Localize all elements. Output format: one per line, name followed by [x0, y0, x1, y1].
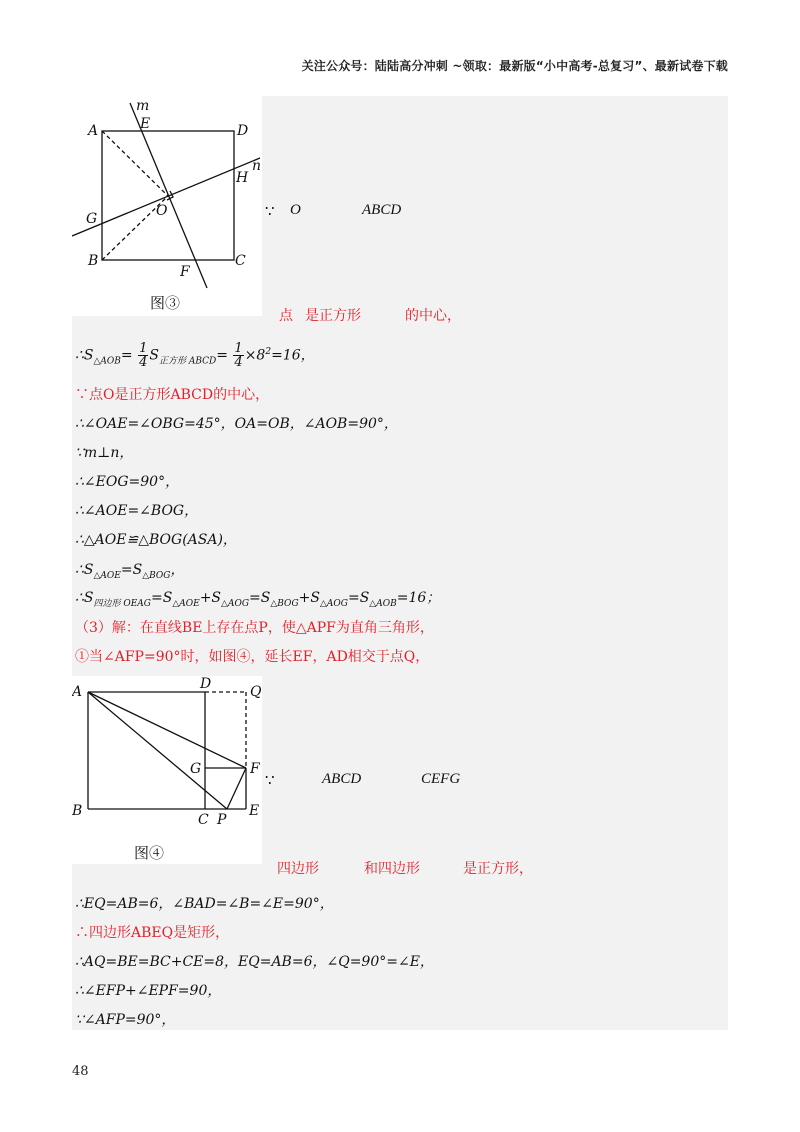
- figure-3: [72, 96, 262, 316]
- solution-line-12: ∴EQ=AB=6，∠BAD=∠B=∠E=90°，: [75, 896, 334, 912]
- solution-line-2: ∵点O是正方形ABCD的中心，: [75, 387, 270, 403]
- fragment-zhongxin: 的中心，: [405, 308, 461, 324]
- figure-3-caption: 图③: [150, 294, 181, 312]
- label-B4: B: [72, 803, 83, 819]
- solution-line-13: ∴四边形ABEQ是矩形，: [75, 925, 230, 941]
- label-P4: P: [217, 812, 227, 828]
- label-G4: G: [190, 761, 202, 777]
- label-B: B: [88, 253, 99, 269]
- label-F4: F: [250, 761, 260, 777]
- fragment-sibianxing-2: 和四边形: [364, 861, 420, 877]
- fragment-abcd-1: ABCD: [362, 202, 402, 218]
- label-A4: A: [72, 684, 83, 700]
- label-H: H: [236, 170, 249, 186]
- solution-line-15: ∴∠EFP+∠EPF=90，: [75, 983, 222, 999]
- solution-line-9: $\therefore S_{四边形 OEAG}=S_{\triangle AOE}+S_{\triangle AOG}=S_{\triangle BOG}+S_{\triangle AOG}=S_{\triangle AOB}=16$；: [75, 590, 441, 609]
- label-E: E: [140, 116, 151, 132]
- label-D: D: [237, 123, 249, 139]
- figure-4-caption: 图④: [134, 844, 165, 862]
- label-E4: E: [249, 803, 260, 819]
- page-number: 48: [72, 1064, 89, 1079]
- label-C4: C: [198, 812, 209, 828]
- solution-line-1: $\therefore S_{\triangle AOB}=$ $\frac{1}{4}$ $S_{正方形 ABCD}=$ $\frac{1}{4}$ $\times 8^2=16$，: [75, 341, 315, 371]
- solution-line-4: ∵m⊥n，: [75, 445, 134, 461]
- fragment-because-2: ∵: [265, 771, 275, 789]
- label-D4: D: [200, 676, 212, 692]
- fragment-dian: 点: [279, 308, 293, 324]
- page-header: 关注公众号：陆陆高分冲刺 ~领取：最新版“小中高考-总复习”、最新试卷下载: [301, 59, 728, 73]
- solution-line-7: ∴△AOE≌△BOG(ASA)，: [75, 532, 237, 548]
- label-Q4: Q: [250, 684, 262, 700]
- fragment-zhengfangxing: 是正方形，: [463, 861, 533, 877]
- label-A: A: [88, 123, 99, 139]
- solution-line-5: ∴∠EOG=90°，: [75, 474, 180, 490]
- fragment-sibianxing-1: 四边形: [277, 861, 319, 877]
- solution-line-11: ①当∠AFP=90°时，如图④，延长EF，AD相交于点Q，: [75, 649, 430, 665]
- label-C: C: [235, 253, 246, 269]
- solution-line-14: ∴AQ=BE=BC+CE=8，EQ=AB=6，∠Q=90°=∠E，: [75, 954, 434, 970]
- label-n: n: [252, 158, 262, 174]
- fragment-because-1: ∵: [265, 202, 275, 220]
- label-G: G: [86, 211, 98, 227]
- fragment-cefg: CEFG: [421, 771, 461, 787]
- figure-4: [72, 676, 262, 864]
- fragment-shi: 是正方形: [305, 308, 361, 324]
- solution-line-6: ∴∠AOE=∠BOG，: [75, 503, 199, 519]
- label-O: O: [156, 203, 168, 219]
- label-m: m: [136, 98, 150, 114]
- label-F: F: [180, 264, 190, 280]
- fragment-o: O: [290, 202, 301, 218]
- solution-line-10: （3）解：在直线BE上存在点P，使△APF为直角三角形，: [75, 620, 434, 636]
- solution-line-16: ∵∠AFP=90°，: [75, 1012, 176, 1028]
- solution-line-3: ∴∠OAE=∠OBG=45°，OA=OB，∠AOB=90°，: [75, 416, 398, 432]
- solution-line-8: $\therefore S_{\triangle AOE}=S_{\triangle BOG}$，: [75, 562, 185, 581]
- fragment-abcd-2: ABCD: [322, 771, 362, 787]
